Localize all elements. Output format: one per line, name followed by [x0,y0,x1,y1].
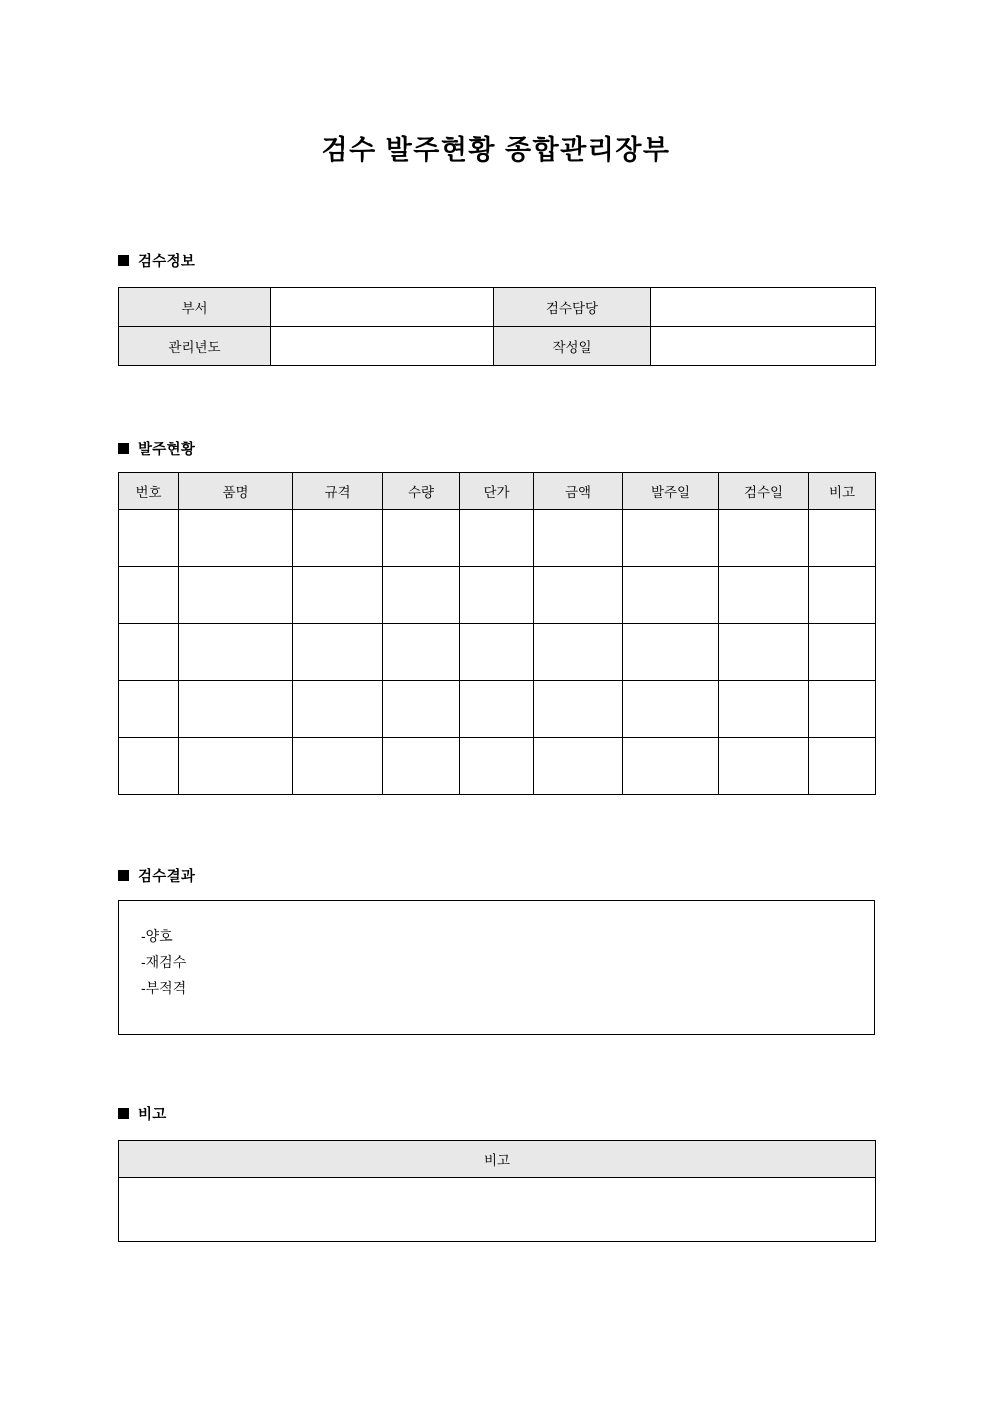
page-title: 검수 발주현황 종합관리장부 [321,135,671,165]
cell-item-name[interactable] [179,567,293,624]
square-bullet-icon [118,1108,129,1119]
cell-no[interactable] [119,510,179,567]
cell-remarks[interactable] [809,510,876,567]
square-bullet-icon [118,870,129,881]
table-row [119,327,876,366]
cell-remarks[interactable] [809,624,876,681]
cell-amount[interactable] [534,567,623,624]
cell-amount[interactable] [534,624,623,681]
cell-remarks[interactable] [809,567,876,624]
cell-unit-price[interactable] [460,681,534,738]
cell-unit-price[interactable] [460,738,534,795]
column-header-spec: 규격 [293,473,383,510]
cell-inspection-date[interactable] [719,510,809,567]
square-bullet-icon [118,255,129,266]
cell-inspection-date[interactable] [719,567,809,624]
column-header-inspection-date: 검수일 [719,473,809,510]
cell-quantity[interactable] [383,567,460,624]
value-department[interactable] [271,288,494,327]
cell-spec[interactable] [293,510,383,567]
remarks-table [118,1140,876,1242]
cell-order-date[interactable] [623,681,719,738]
section-heading-label: 비고 [138,1107,167,1123]
cell-quantity[interactable] [383,681,460,738]
cell-amount[interactable] [534,738,623,795]
label-written-date: 작성일 [494,327,651,366]
value-management-year[interactable] [271,327,494,366]
cell-spec[interactable] [293,567,383,624]
cell-item-name[interactable] [179,738,293,795]
column-header-unit-price: 단가 [460,473,534,510]
cell-quantity[interactable] [383,510,460,567]
label-department: 부서 [119,288,271,327]
table-header-row [119,473,876,510]
cell-inspection-date[interactable] [719,624,809,681]
section-heading-remarks [118,1103,167,1124]
section-heading-inspection-result [118,865,195,886]
result-option-reinspect: -재검수 [141,954,187,970]
column-header-remarks: 비고 [119,1141,876,1178]
table-row [119,1178,876,1242]
label-management-year: 관리년도 [119,327,271,366]
cell-no[interactable] [119,738,179,795]
section-heading-label: 발주현황 [138,442,196,458]
cell-spec[interactable] [293,681,383,738]
section-heading-inspection-info [118,250,195,271]
cell-order-date[interactable] [623,510,719,567]
column-header-quantity: 수량 [383,473,460,510]
section-heading-label: 검수결과 [138,869,196,885]
table-row [119,738,876,795]
cell-unit-price[interactable] [460,510,534,567]
section-heading-label: 검수정보 [138,254,196,270]
table-row [119,681,876,738]
cell-amount[interactable] [534,681,623,738]
column-header-no: 번호 [119,473,179,510]
value-inspector[interactable] [651,288,876,327]
inspection-info-table [118,287,876,366]
inspection-result-box[interactable] [118,900,875,1035]
cell-amount[interactable] [534,510,623,567]
cell-spec[interactable] [293,738,383,795]
column-header-amount: 금액 [534,473,623,510]
cell-no[interactable] [119,681,179,738]
table-header-row [119,1141,876,1178]
cell-quantity[interactable] [383,738,460,795]
table-row [119,288,876,327]
section-heading-order-status [118,438,195,459]
square-bullet-icon [118,443,129,454]
table-row [119,567,876,624]
cell-order-date[interactable] [623,567,719,624]
cell-unit-price[interactable] [460,567,534,624]
cell-remarks[interactable] [809,681,876,738]
cell-quantity[interactable] [383,624,460,681]
cell-item-name[interactable] [179,681,293,738]
column-header-remarks: 비고 [809,473,876,510]
result-option-good: -양호 [141,928,173,944]
cell-unit-price[interactable] [460,624,534,681]
order-status-table [118,472,876,795]
cell-no[interactable] [119,624,179,681]
column-header-item-name: 품명 [179,473,293,510]
cell-order-date[interactable] [623,624,719,681]
cell-inspection-date[interactable] [719,681,809,738]
table-row [119,510,876,567]
cell-remarks[interactable] [809,738,876,795]
cell-order-date[interactable] [623,738,719,795]
table-row [119,624,876,681]
cell-item-name[interactable] [179,624,293,681]
cell-item-name[interactable] [179,510,293,567]
result-option-unqualified: -부적격 [141,980,187,996]
value-written-date[interactable] [651,327,876,366]
column-header-order-date: 발주일 [623,473,719,510]
cell-inspection-date[interactable] [719,738,809,795]
cell-spec[interactable] [293,624,383,681]
cell-no[interactable] [119,567,179,624]
label-inspector: 검수담당 [494,288,651,327]
remarks-value-cell[interactable] [119,1178,876,1242]
